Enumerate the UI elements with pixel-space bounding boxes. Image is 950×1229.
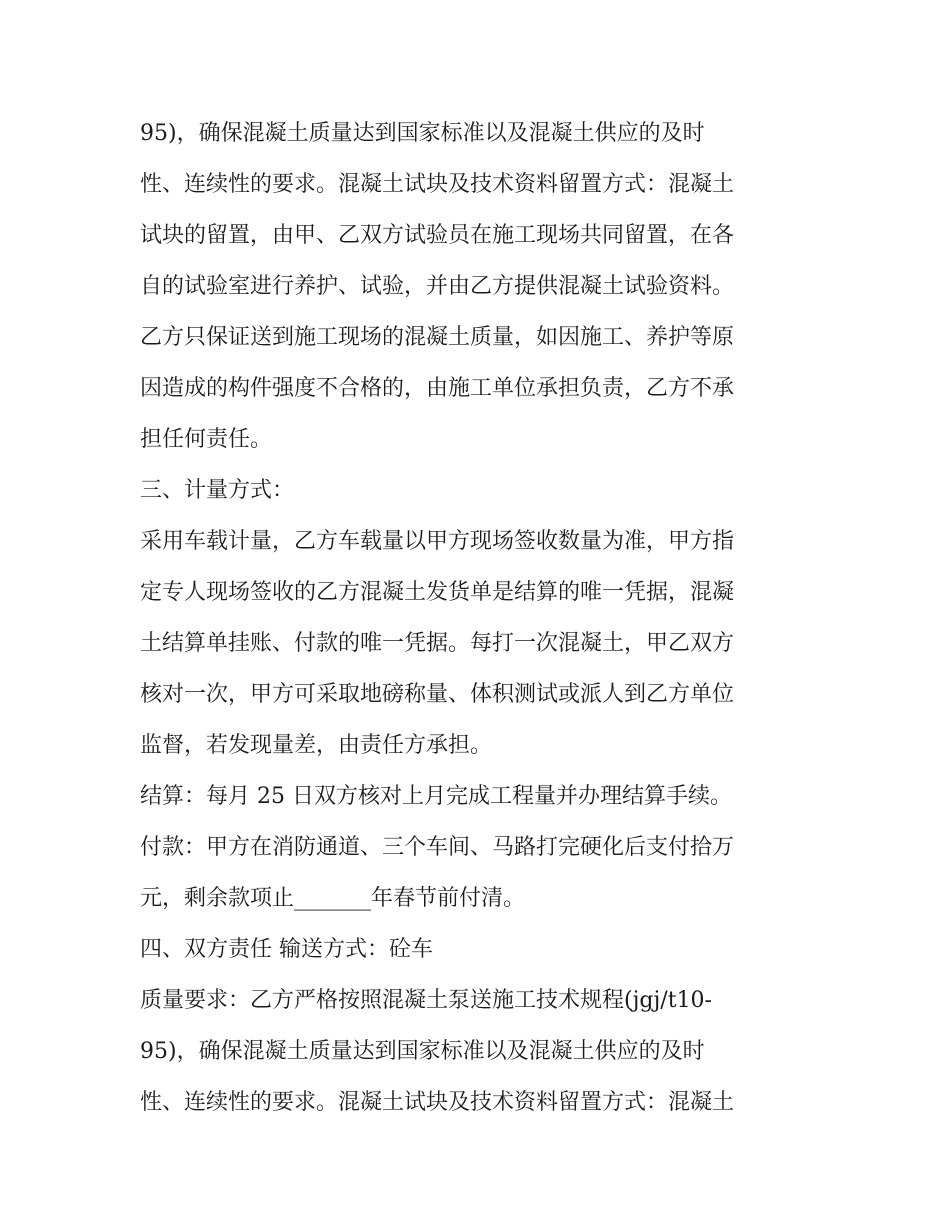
quality-requirement-line: 质量要求：乙方严格按照混凝土泵送施工技术规程(jgj/t10- (140, 988, 712, 1013)
section-heading-responsibilities: 四、双方责任 输送方式：砼车 (140, 937, 433, 962)
body-line: 性、连续性的要求。混凝土试块及技术资料留置方式：混凝土 (140, 172, 735, 197)
body-line: 性、连续性的要求。混凝土试块及技术资料留置方式：混凝土 (140, 1090, 735, 1115)
body-line: 定专人现场签收的乙方混凝土发货单是结算的唯一凭据，混凝 (140, 580, 735, 605)
body-line: 乙方只保证送到施工现场的混凝土质量，如因施工、养护等原 (140, 325, 735, 350)
body-line: 自的试验室进行养护、试验，并由乙方提供混凝土试验资料。 (140, 274, 735, 299)
payment-line: 付款：甲方在消防通道、三个车间、马路打完硬化后支付拾万 (140, 835, 735, 860)
body-line: 监督，若发现量差，由责任方承担。 (140, 733, 493, 758)
document-body (140, 108, 820, 1128)
body-line: 95)，确保混凝土质量达到国家标准以及混凝土供应的及时 (140, 1039, 705, 1064)
body-line: 土结算单挂账、付款的唯一凭据。每打一次混凝土，甲乙双方 (140, 631, 735, 656)
body-line: 核对一次，甲方可采取地磅称量、体积测试或派人到乙方单位 (140, 682, 735, 707)
body-line: 因造成的构件强度不合格的，由施工单位承担负责，乙方不承 (140, 376, 735, 401)
section-heading-measurement: 三、计量方式： (140, 478, 295, 503)
settlement-line: 结算：每月 25 日双方核对上月完成工程量并办理结算手续。 (140, 784, 732, 809)
body-line: 95)，确保混凝土质量达到国家标准以及混凝土供应的及时 (140, 121, 705, 146)
body-line: 采用车载计量，乙方车载量以甲方现场签收数量为准，甲方指 (140, 529, 735, 554)
payment-deadline-line: 元，剩余款项止_______年春节前付清。 (140, 886, 526, 911)
body-line: 试块的留置，由甲、乙双方试验员在施工现场共同留置，在各 (140, 223, 735, 248)
body-line: 担任何责任。 (140, 427, 273, 452)
